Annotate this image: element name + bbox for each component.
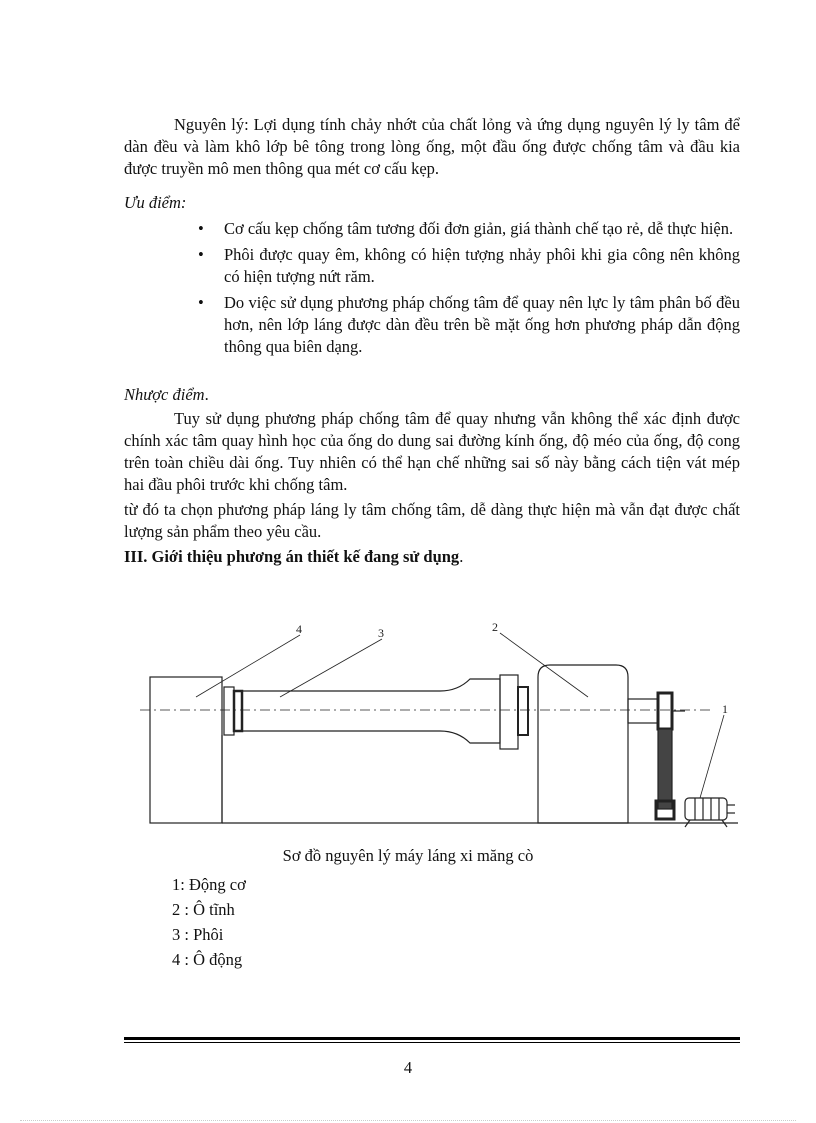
principle-paragraph: Nguyên lý: Lợi dụng tính chảy nhớt của chất lỏng và ứng dụng nguyên lý ly tâm để dàn đều và làm khô lớp bê tông trong lòng ống, một đầu ống được chống tâm và đầu kia được truyền mô men thông qua mét cơ cấu kẹp. xyxy=(124,115,740,178)
footer-rule-thin xyxy=(124,1042,740,1043)
spindle xyxy=(628,699,658,723)
left-chuck xyxy=(224,687,234,735)
pulley-top xyxy=(658,693,672,729)
bullet-icon: • xyxy=(198,293,204,312)
right-clamp xyxy=(518,687,528,735)
bullet-icon: • xyxy=(198,219,204,238)
list-item: • Do việc sử dụng phương pháp chống tâm để quay nên lực ly tâm phân bố đều hơn, nên lớp láng được dàn đều trên bề mặt ống hơn phương pháp dẫn động thông qua biên dạng. xyxy=(198,293,740,356)
fixed-head xyxy=(538,665,628,823)
disadvantages-paragraph: Tuy sử dụng phương pháp chống tâm để quay nhưng vẫn không thể xác định được chính xác tâm quay hình học của ống do dung sai đường kính ống, độ méo của ống, độ cong trên toàn chiều dài ống. Tuy nhiên có thể hạn chế những sai số này bằng cách tiện vát mép hai đầu phôi trước khi chống tâm. xyxy=(124,409,740,494)
leader-4 xyxy=(196,635,300,697)
section-heading: III. Giới thiệu phương án thiết kế đang sử dụng xyxy=(124,547,460,566)
workpiece-tube xyxy=(242,679,500,743)
label-1: 1 xyxy=(722,702,728,716)
label-4: 4 xyxy=(296,622,302,636)
page-bottom-border xyxy=(20,1120,796,1121)
movable-head xyxy=(150,677,222,823)
legend-item: 2 : Ô tĩnh xyxy=(172,900,235,919)
disadvantages-heading: Nhược điểm xyxy=(124,385,205,404)
machine-diagram xyxy=(140,615,740,830)
footer-rule-thick xyxy=(124,1037,740,1040)
legend-item: 3 : Phôi xyxy=(172,925,224,944)
motor xyxy=(685,798,727,820)
list-item: • Cơ cấu kẹp chống tâm tương đối đơn giản, giá thành chế tạo rẻ, dễ thực hiện. xyxy=(198,219,734,238)
legend-item: 1: Động cơ xyxy=(172,875,246,894)
advantages-list xyxy=(196,218,740,362)
bullet-icon: • xyxy=(198,245,204,264)
figure-legend xyxy=(172,872,246,972)
leader-1 xyxy=(700,715,724,798)
page-number: 4 xyxy=(403,1058,413,1077)
section-heading-line: III. Giới thiệu phương án thiết kế đang sử dụng. xyxy=(124,547,464,566)
legend-item: 4 : Ô động xyxy=(172,950,243,969)
advantages-heading: Ưu điểm: xyxy=(124,193,187,212)
conclusion-paragraph: từ đó ta chọn phương pháp láng ly tâm chống tâm, dễ dàng thực hiện mà vẫn đạt được chất lượng sản phẩm theo yêu cầu. xyxy=(124,500,740,541)
figure-caption: Sơ đồ nguyên lý máy láng xi măng cò xyxy=(282,846,534,865)
disadvantages-heading-line: Nhược điểm. xyxy=(124,385,209,404)
list-item: • Phôi được quay êm, không có hiện tượng nhảy phôi khi gia công nên không có hiện tượng nứt răm. xyxy=(198,245,740,286)
leader-3 xyxy=(280,639,382,697)
right-chuck xyxy=(500,675,518,749)
drive-belt xyxy=(658,729,672,809)
label-2: 2 xyxy=(492,620,498,634)
label-3: 3 xyxy=(378,626,384,640)
left-clamp xyxy=(234,691,242,731)
